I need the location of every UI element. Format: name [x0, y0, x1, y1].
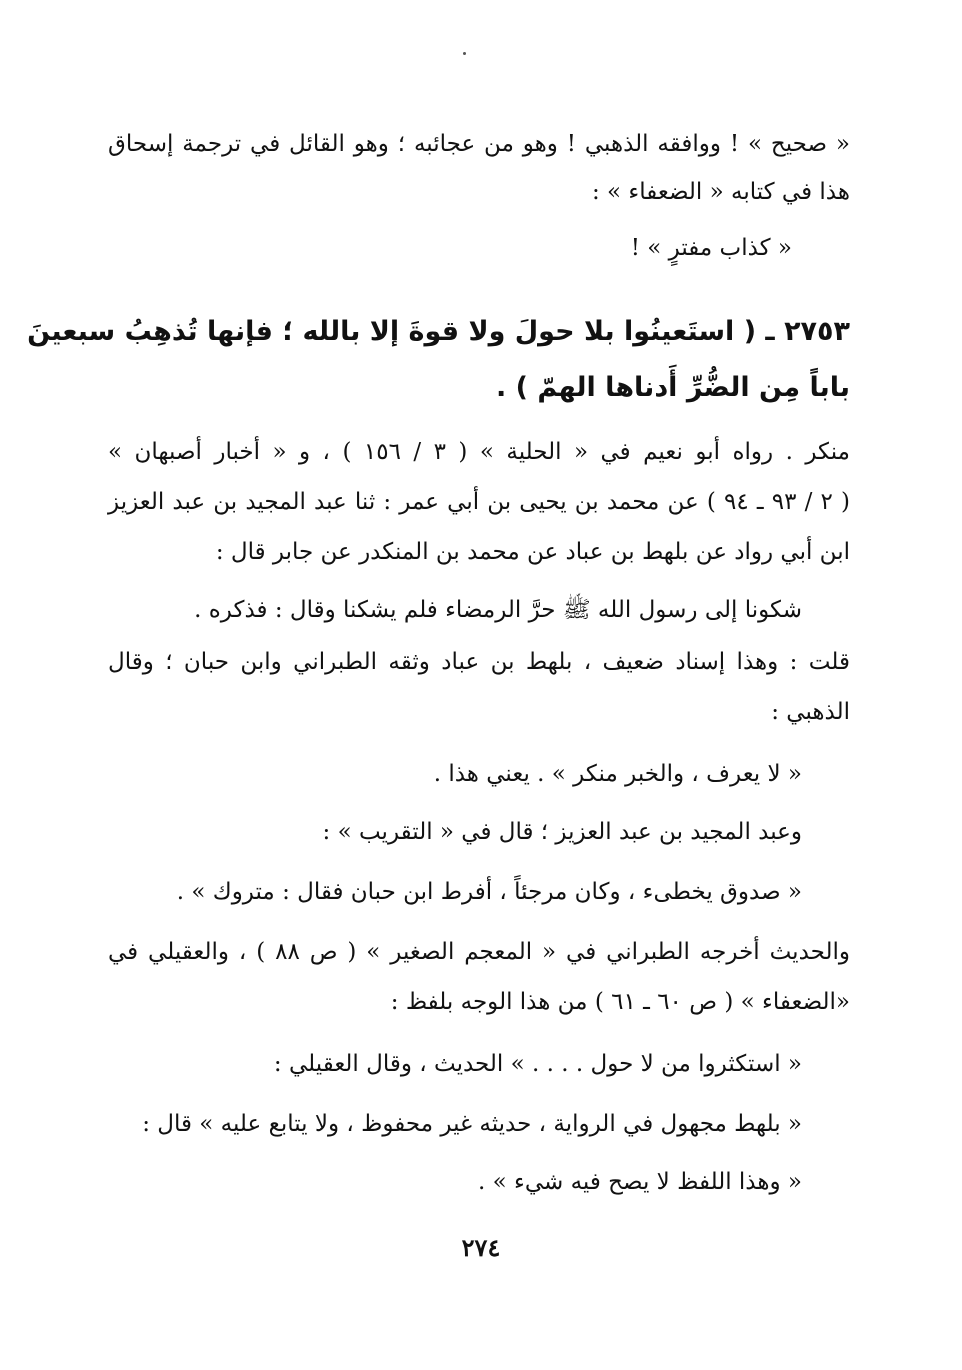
text-line-10: والحديث أخرجه الطبراني في « المعجم الصغير » ( ص ٨٨ ) ، والعقيلي في — [108, 939, 850, 965]
quote-line-5: « بلهط مجهول في الرواية ، حديثه غير محفوظ ، ولا يتابع عليه » قال : — [142, 1111, 802, 1137]
text-line-9: وعبد المجيد بن عبد العزيز ؛ قال في « التقريب » : — [322, 819, 802, 845]
quote-line-4: « استكثروا من لا حول . . . . » الحديث ، وقال العقيلي : — [273, 1051, 802, 1077]
quote-line-2: « لا يعرف ، والخبر منكر » . يعني هذا . — [433, 761, 802, 787]
text-line-8: الذهبي : — [771, 699, 850, 725]
quote-line-3: « صدوق يخطىء ، وكان مرجئاً ، أفرط ابن حبان فقال : متروك » . — [176, 879, 802, 905]
scan-speck — [463, 52, 466, 55]
text-line-3: منكر . رواه أبو نعيم في « الحلية » ( ٣ / ١٥٦ ) ، و « أخبار أصبهان » — [108, 439, 850, 465]
quote-line-6: « وهذا اللفظ لا يصح فيه شيء » . — [478, 1169, 802, 1195]
text-line-6: شكونا إلى رسول الله ﷺ حرَّ الرمضاء فلم يشكنا وقال : فذكره . — [194, 597, 802, 623]
hadith-heading-line-2: باباً مِن الضُّرِّ أَدناها الهمّ ) . — [496, 372, 850, 403]
text-line-7: قلت : وهذا إسناد ضعيف ، بلهط بن عباد وثقه الطبراني وابن حبان ؛ وقال — [108, 649, 850, 675]
hadith-heading-line-1: ٢٧٥٣ ـ ( استَعينُوا بلا حولَ ولا قوةَ إلا بالله ؛ فإنها تُذهِبُ سبعينَ — [27, 316, 850, 347]
text-line-5: ابن أبي رواد عن بلهط بن عباد عن محمد بن المنكدر عن جابر قال : — [215, 539, 850, 565]
page-number: ٢٧٤ — [461, 1233, 501, 1262]
text-line-1: « صحيح » ! ووافقه الذهبي ! وهو من عجائبه ؛ وهو القائل في ترجمة إسحاق — [108, 131, 850, 157]
text-line-4: ( ٢ / ٩٣ ـ ٩٤ ) عن محمد بن يحيى بن أبي عمر : ثنا عبد المجيد بن عبد العزيز — [108, 489, 850, 515]
text-line-11: «الضعفاء » ( ص ٦٠ ـ ٦١ ) من هذا الوجه بلفظ : — [390, 989, 850, 1015]
text-line-2: هذا في كتابه « الضعفاء » : — [591, 179, 850, 205]
quote-line-1: « كذاب مفترٍ » ! — [630, 235, 792, 261]
